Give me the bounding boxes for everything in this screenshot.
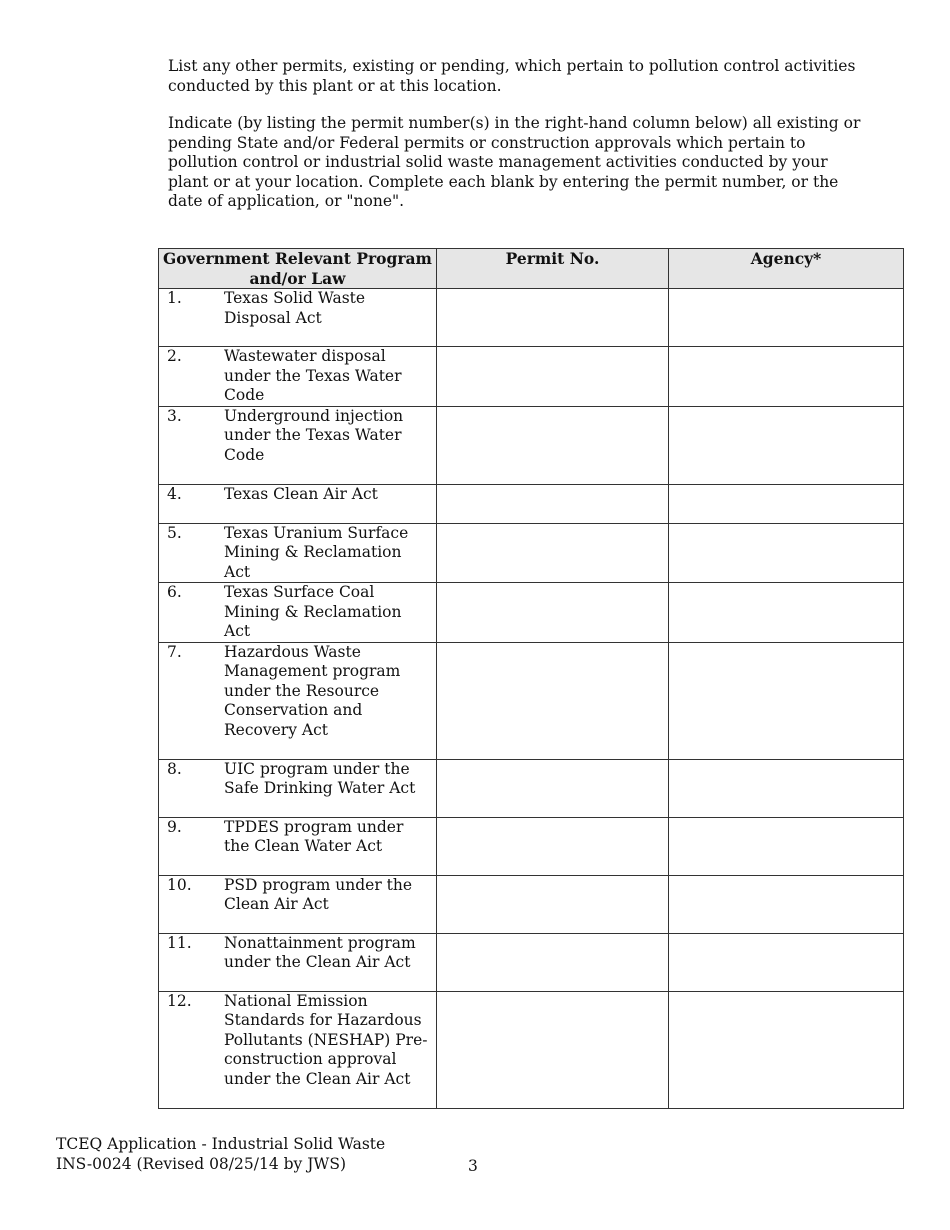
agency-cell[interactable] (669, 406, 904, 484)
agency-cell[interactable] (669, 289, 904, 347)
row-number: 7. (167, 642, 182, 661)
permit-number-cell[interactable] (437, 347, 669, 407)
agency-cell[interactable] (669, 875, 904, 933)
law-cell (159, 875, 437, 933)
law-cell (159, 991, 437, 1108)
permit-number-cell[interactable] (437, 523, 669, 583)
row-number: 9. (167, 817, 182, 836)
law-name: Texas Surface Coal Mining & Reclamation Act (224, 583, 402, 640)
permit-number-cell[interactable] (437, 759, 669, 817)
law-cell (159, 817, 437, 875)
table-row (159, 642, 904, 759)
table-row (159, 875, 904, 933)
permit-number-cell[interactable] (437, 933, 669, 991)
table-row (159, 817, 904, 875)
permit-number-cell[interactable] (437, 406, 669, 484)
document-footer (56, 1135, 385, 1174)
law-name: National Emission Standards for Hazardous Pollutants (NESHAP) Pre-construction approval under the Clean Air Act (224, 991, 428, 1088)
agency-cell[interactable] (669, 347, 904, 407)
permit-number-cell[interactable] (437, 484, 669, 523)
agency-cell[interactable] (669, 933, 904, 991)
table-row (159, 484, 904, 523)
header-permit-no: Permit No. (437, 249, 669, 289)
permit-number-cell[interactable] (437, 583, 669, 643)
law-cell (159, 583, 437, 643)
law-cell (159, 406, 437, 484)
table-row (159, 991, 904, 1108)
permit-number-cell[interactable] (437, 289, 669, 347)
agency-cell[interactable] (669, 642, 904, 759)
agency-cell[interactable] (669, 484, 904, 523)
row-number: 10. (167, 875, 192, 894)
law-name: Texas Solid Waste Disposal Act (224, 289, 366, 327)
law-name: Nonattainment program under the Clean Air Act (224, 933, 416, 971)
row-number: 4. (167, 484, 182, 503)
law-name: Hazardous Waste Management program under the Resource Conservation and Recovery Act (224, 642, 401, 739)
table-row (159, 523, 904, 583)
intro-paragraph-2: Indicate (by listing the permit number(s) in the right-hand column below) all existing or pending State and/or Federal permits or construction approvals which pertain to pollution control or industrial solid waste management activities conducted by your plant or at your location. Complete each blank by entering the permit number, or the date of application, or "none". (168, 114, 861, 210)
agency-cell[interactable] (669, 583, 904, 643)
law-name: Wastewater disposal under the Texas Water Code (224, 347, 402, 404)
agency-cell[interactable] (669, 759, 904, 817)
law-name: PSD program under the Clean Air Act (224, 875, 413, 913)
footer-form-revision: INS-0024 (Revised 08/25/14 by JWS) (56, 1154, 347, 1173)
agency-cell[interactable] (669, 991, 904, 1108)
agency-cell[interactable] (669, 817, 904, 875)
row-number: 3. (167, 406, 182, 425)
law-name: Texas Uranium Surface Mining & Reclamation Act (224, 523, 409, 581)
law-name: UIC program under the Safe Drinking Water Act (224, 759, 416, 797)
row-number: 1. (167, 289, 182, 307)
law-cell (159, 347, 437, 407)
row-number: 6. (167, 583, 182, 601)
table-row (159, 406, 904, 484)
row-number: 2. (167, 347, 182, 365)
permits-table (158, 248, 904, 1109)
permit-number-cell[interactable] (437, 875, 669, 933)
header-program-law: Government Relevant Program and/or Law (159, 249, 437, 289)
agency-cell[interactable] (669, 523, 904, 583)
permit-number-cell[interactable] (437, 642, 669, 759)
law-name: Underground injection under the Texas Water Code (224, 406, 404, 464)
row-number: 5. (167, 523, 182, 542)
row-number: 12. (167, 991, 192, 1010)
table-row (159, 933, 904, 991)
law-cell (159, 289, 437, 347)
law-cell (159, 523, 437, 583)
law-name: Texas Clean Air Act (224, 484, 378, 503)
table-row (159, 759, 904, 817)
law-cell (159, 933, 437, 991)
table-row (159, 583, 904, 643)
page-number: 3 (468, 1157, 478, 1175)
footer-form-title: TCEQ Application - Industrial Solid Waste (56, 1135, 386, 1153)
intro-paragraph-1: List any other permits, existing or pending, which pertain to pollution control activities conducted by this plant or at this location. (168, 57, 856, 95)
table-row (159, 289, 904, 347)
permit-number-cell[interactable] (437, 991, 669, 1108)
law-cell (159, 759, 437, 817)
law-cell (159, 642, 437, 759)
law-name: TPDES program under the Clean Water Act (224, 817, 404, 855)
row-number: 8. (167, 759, 182, 778)
header-agency: Agency* (669, 249, 904, 289)
row-number: 11. (167, 933, 192, 952)
instructions (168, 57, 868, 230)
table-row (159, 347, 904, 407)
table-header-row (159, 249, 904, 289)
law-cell (159, 484, 437, 523)
permit-number-cell[interactable] (437, 817, 669, 875)
